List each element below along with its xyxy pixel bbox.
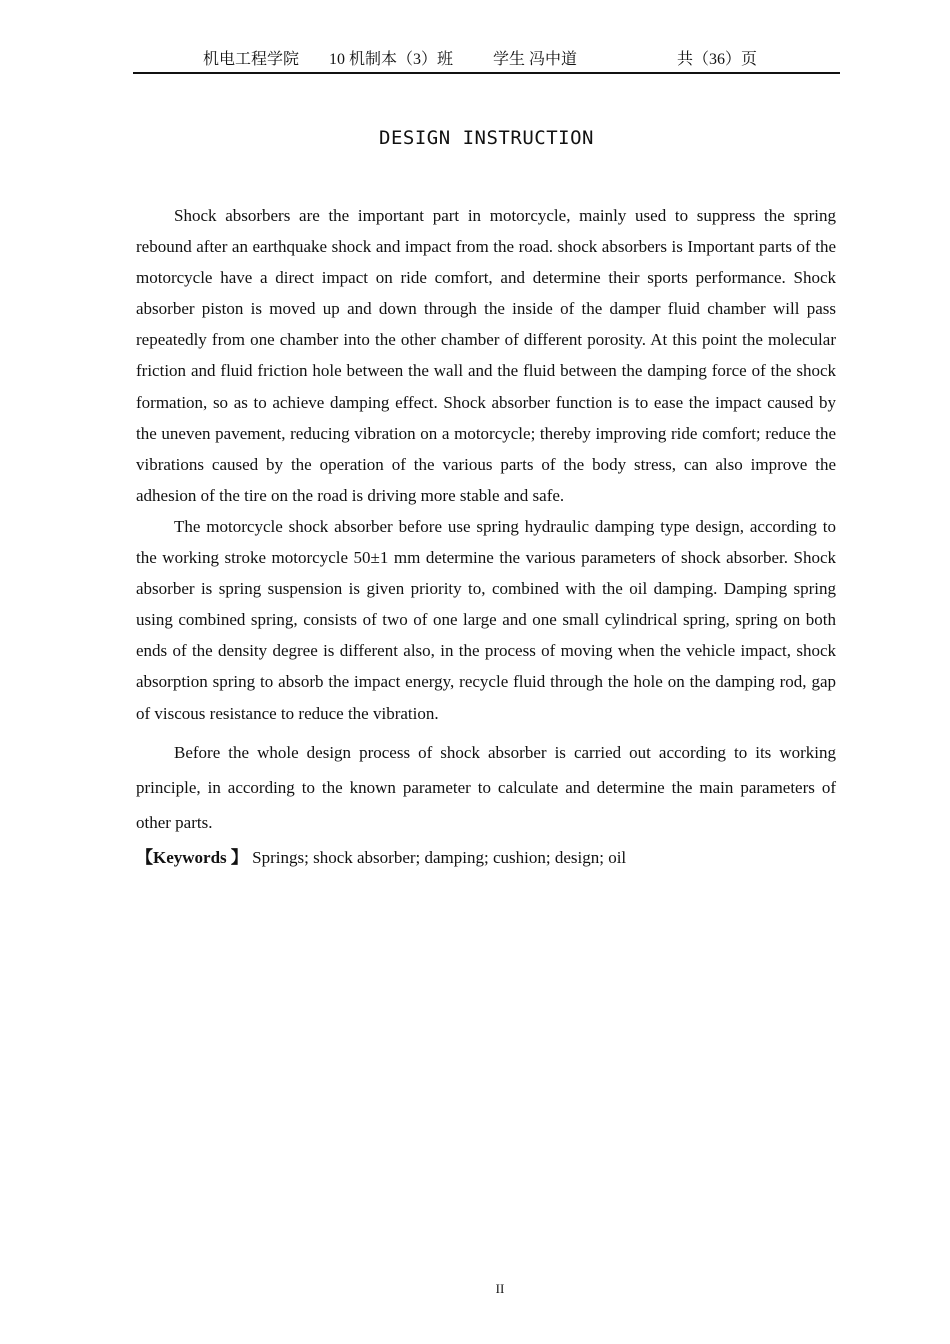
document-body <box>136 200 836 875</box>
header-school: 机电工程学院 <box>203 51 300 68</box>
keywords-line <box>136 840 836 875</box>
page-title: DESIGN INSTRUCTION <box>379 127 594 149</box>
header-class: 10 机制本（3）班 <box>329 51 454 68</box>
paragraph-1: Shock absorbers are the important part in motorcycle, mainly used to suppress the spring rebound after an earthquake shock and impact from the road. shock absorbers is Important parts of the motorcycle have a direct impact on ride comfort, and determine their sports performance. Shock absorber piston is moved up and down through the inside of the damper fluid chamber will pass repeatedly from one chamber into the other chamber of different porosity. At this point the molecular friction and fluid friction hole between the wall and the fluid between the damping force of the shock formation, so as to achieve damping effect. Shock absorber function is to ease the impact caused by the uneven pavement, reducing vibration on a motorcycle; thereby improving ride comfort; reduce the vibrations caused by the operation of the various parts of the body stress, can also improve the adhesion of the tire on the road is driving more stable and safe. <box>136 206 836 505</box>
header-student: 学生 冯中道 <box>493 51 578 68</box>
page-number: II <box>495 1281 505 1296</box>
header-page-count: 共（36）页 <box>677 51 758 68</box>
paragraph-2: The motorcycle shock absorber before use spring hydraulic damping type design, according to the working stroke motorcycle 50±1 mm determine the various parameters of shock absorber. Shock absorber is spring suspension is given priority to, combined with the oil damping. Damping spring using combined spring, consists of two of one large and one small cylindrical spring, spring on both ends of the density degree is different also, in the process of moving when the vehicle impact, shock absorption spring to absorb the impact energy, recycle fluid through the hole on the damping rod, gap of viscous resistance to reduce the vibration. <box>136 516 836 723</box>
keywords-text: Springs; shock absorber; damping; cushion; design; oil <box>252 847 627 867</box>
page-header <box>133 44 840 74</box>
paragraph-3: Before the whole design process of shock absorber is carried out according to its working principle, in according to the known parameter to calculate and determine the main parameters of other parts. <box>136 742 836 832</box>
keywords-label: 【Keywords 】 <box>136 847 248 867</box>
